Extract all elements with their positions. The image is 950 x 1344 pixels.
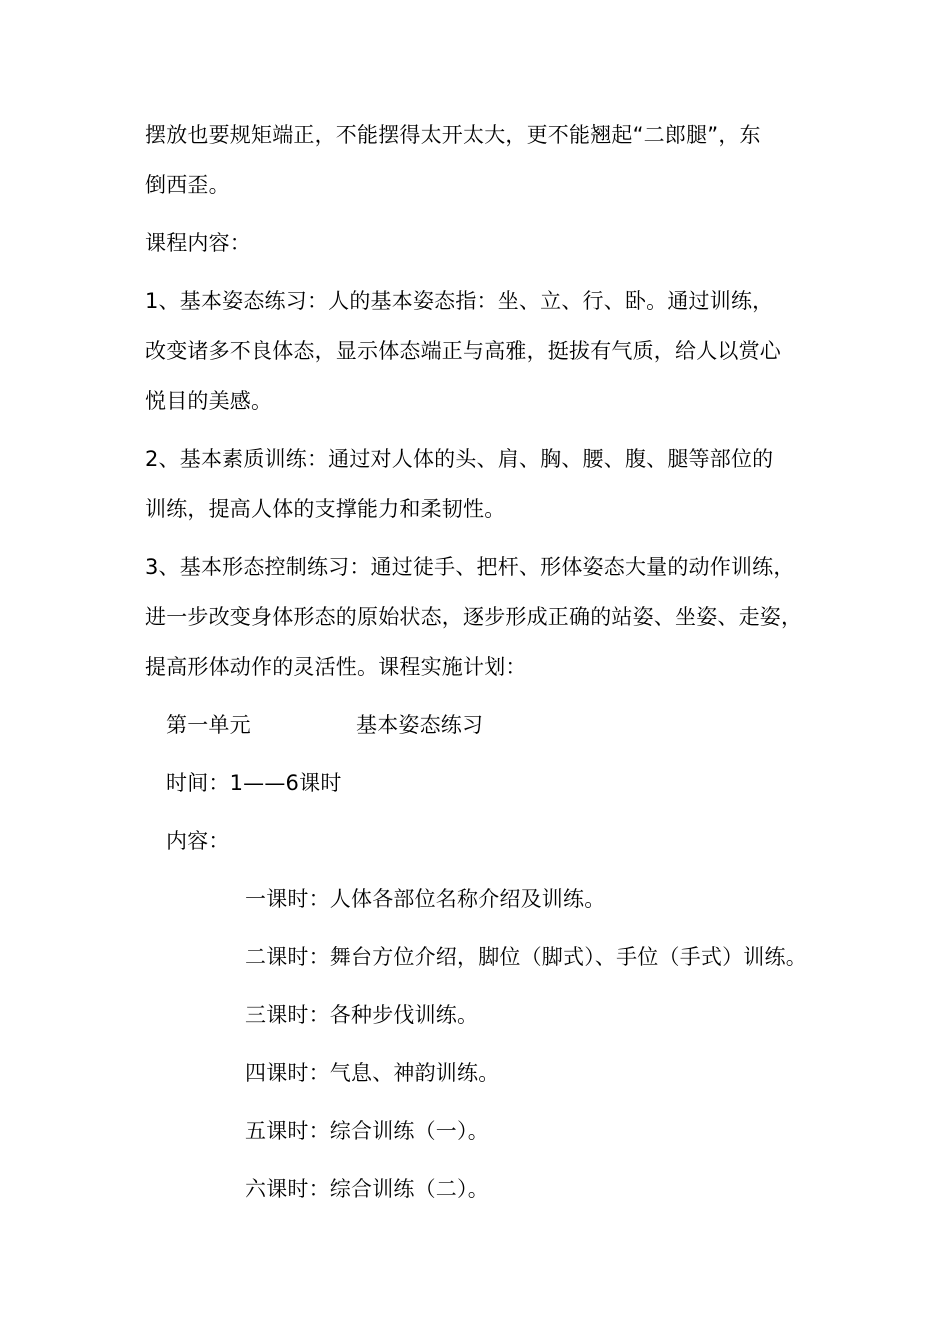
course-content-heading: 课程内容： [145,231,251,255]
unit-time: 时间：1——6课时 [166,771,342,795]
item1-line-3: 悦目的美感。 [145,389,273,413]
lesson-2: 二课时：舞台方位介绍，脚位（脚式）、手位（手式）训练。 [245,945,807,969]
lesson-3: 三课时：各种步伐训练。 [245,1003,479,1027]
unit-content-label: 内容： [166,829,230,853]
unit-label: 第一单元 [166,713,251,737]
intro-line-2: 倒西歪。 [145,173,230,197]
intro-line-1: 摆放也要规矩端正，不能摆得太开太大，更不能翘起“二郎腿”，东 [145,123,761,147]
unit-heading-row [166,710,484,740]
item1-line-2: 改变诸多不良体态，显示体态端正与高雅，挺拔有气质，给人以赏心 [145,339,781,363]
item3-line-1: 3、基本形态控制练习：通过徒手、把杆、形体姿态大量的动作训练， [145,555,795,579]
lesson-6: 六课时：综合训练（二）。 [245,1177,489,1201]
item3-line-3: 提高形体动作的灵活性。课程实施计划： [145,655,527,679]
item2-line-1: 2、基本素质训练：通过对人体的头、肩、胸、腰、腹、腿等部位的 [145,447,774,471]
lesson-1: 一课时：人体各部位名称介绍及训练。 [245,887,606,911]
item1-line-1: 1、基本姿态练习：人的基本姿态指：坐、立、行、卧。通过训练， [145,289,774,313]
item2-line-2: 训练，提高人体的支撑能力和柔韧性。 [145,497,506,521]
item3-line-2: 进一步改变身体形态的原始状态，逐步形成正确的站姿、坐姿、走姿， [145,605,803,629]
lesson-4: 四课时：气息、神韵训练。 [245,1061,500,1085]
lesson-5: 五课时：综合训练（一）。 [245,1119,489,1143]
unit-title: 基本姿态练习 [356,713,484,737]
